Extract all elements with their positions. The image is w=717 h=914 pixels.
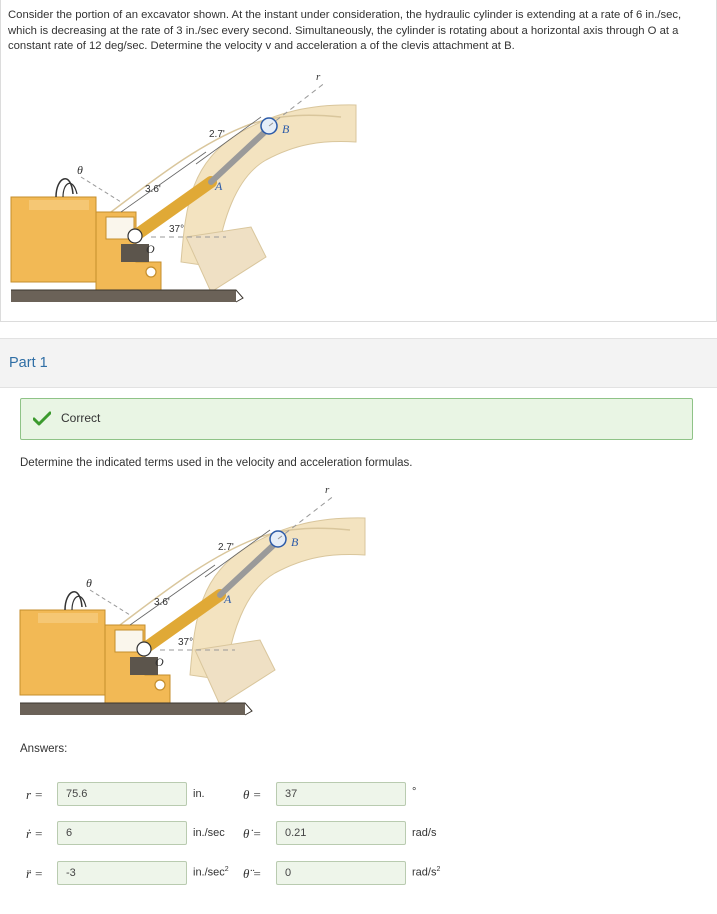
theta-dot-unit: rad/s (412, 827, 437, 839)
label-theta: θ (86, 576, 92, 590)
dimension-upper: 2.7' (218, 542, 234, 553)
symbol-theta-dot: θ̇ = (243, 826, 262, 841)
dimension-lower: 3.6' (145, 184, 161, 195)
theta-value-field[interactable]: 37 (276, 782, 406, 806)
theta-dot-value-field[interactable]: 0.21 (276, 821, 406, 845)
checkmark-icon (33, 411, 51, 427)
theta-ddot-value-field[interactable]: 0 (276, 861, 406, 885)
label-o: O (146, 242, 155, 256)
r-ddot-unit: $in./\sec^2$ (193, 866, 229, 879)
correct-text: Correct (61, 411, 101, 425)
excavator-figure-2 (20, 475, 380, 725)
dimension-upper: 2.7' (209, 129, 225, 140)
symbol-r-dot: ṙ = (26, 826, 44, 841)
part-header (0, 338, 717, 388)
problem-card (0, 0, 717, 322)
label-a: A (215, 179, 223, 193)
dimension-lower: 3.6' (154, 597, 170, 608)
label-a: A (224, 592, 232, 606)
r-ddot-value-field[interactable]: -3 (57, 861, 187, 885)
label-r: r (325, 484, 330, 496)
label-o: O (155, 655, 164, 669)
symbol-theta-ddot: θ̈ = (243, 866, 262, 881)
problem-statement: Consider the portion of an excavator shown. At the instant under consideration, the hydraulic cylinder is extending at a rate of 6 in./sec, which is decreasing at the rate of 3 in./sec every second. Simultaneously, the cylinder is rotating about a horizontal axis through O at a constant rate of 12 deg/sec. Determine the velocity v and acceleration a of the clevis attachment at B. (8, 9, 682, 53)
correct-banner (20, 398, 693, 440)
theta-unit: ° (412, 786, 417, 798)
symbol-r-ddot: r̈ = (26, 866, 44, 881)
symbol-theta: θ = (243, 787, 262, 802)
instruction-text: Determine the indicated terms used in the velocity and acceleration formulas. (20, 457, 413, 469)
r-value-field[interactable]: 75.6 (57, 782, 187, 806)
label-r: r (316, 71, 321, 83)
theta-ddot-unit: rad/$s^2$ (412, 866, 441, 879)
part-title: Part 1 (9, 355, 48, 371)
excavator-drawing-2 (20, 495, 365, 715)
r-unit: in. (193, 788, 205, 800)
excavator-figure (11, 62, 371, 312)
excavator-drawing (11, 82, 356, 302)
r-dot-unit: in./sec (193, 827, 225, 839)
label-b: B (291, 535, 299, 549)
answers-label: Answers: (20, 743, 68, 755)
r-dot-value-field[interactable]: 6 (57, 821, 187, 845)
angle-label: 37° (169, 224, 185, 235)
label-b: B (282, 122, 290, 136)
label-theta: θ (77, 163, 83, 177)
angle-label: 37° (178, 637, 194, 648)
symbol-r: r = (26, 787, 44, 802)
